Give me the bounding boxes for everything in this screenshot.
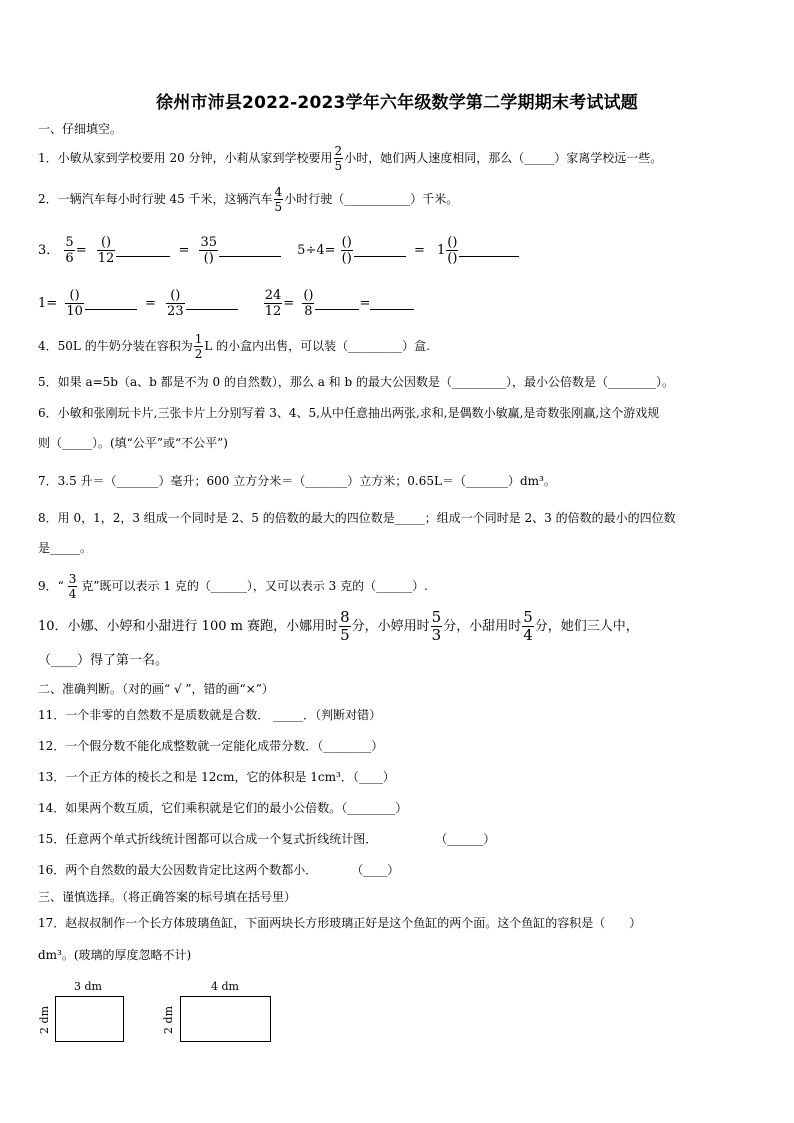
question-10-line-2: （____）得了第一名。 [38,653,169,668]
fraction: $\frac{1}{2}$ [194,332,203,361]
section-1-heading: 一、仔细填空。 [38,122,123,136]
question-9: 9．“ $\frac{3}{4}$ 克”既可以表示 1 克的（______），又可以表示 3 克的（______）. [38,572,428,601]
question-17-line-2: dm³。(玻璃的厚度忽略不计) [38,948,192,962]
question-8-line-1: 8．用 0，1，2，3 组成一个同时是 2、5 的倍数的最大的四位数是_____；组成一个同时是 2、3 的倍数的最小的四位数 [38,511,676,525]
answer-blank[interactable] [370,297,414,310]
page-title: 徐州市沛县2022-2023学年六年级数学第二学期期末考试试题 [156,93,638,113]
question-6-line-2: 则（_____）。(填“公平”或“不公平”) [38,436,228,450]
fraction: $\frac{5}{3}$ [431,608,442,644]
question-8-line-2: 是_____。 [38,541,93,555]
answer-blank[interactable] [219,244,281,257]
question-1: 1．小敏从家到学校要用 20 分钟，小莉从家到学校要用 $\frac{2}{5}$ 小时，她们两人速度相同，那么（_____）家离学校远一些。 [38,144,663,173]
answer-blank[interactable] [315,297,359,310]
question-6-line-1: 6．小敏和张刚玩卡片,三张卡片上分别写着 3、4、5,从中任意抽出两张,求和,是偶数小敏赢,是奇数张刚赢,这个游戏规 [38,406,660,420]
glass-1-width-label: 3 dm [74,980,102,993]
question-17-line-1: 17．赵叔叔制作一个长方体玻璃鱼缸，下面两块长方形玻璃正好是这个鱼缸的两个面。这个鱼缸的容积是（ ） [38,916,642,930]
fraction: $\frac{3}{4}$ [68,572,77,601]
fraction: $\frac{5}{6}$ [65,235,74,266]
question-4: 4．50L 的牛奶分装在容积为 $\frac{1}{2}$ L 的小盒内出售，可以装（_________）盒. [38,332,430,361]
section-3-heading: 三、谨慎选择。（将正确答案的标号填在括号里） [38,890,297,904]
question-2: 2．一辆汽车每小时行驶 45 千米，这辆汽车 $\frac{4}{5}$ 小时行驶（___________）千米。 [38,185,459,214]
fraction: $\frac{4}{5}$ [274,185,283,214]
fraction: $\frac{5}{4}$ [523,608,533,644]
question-5: 5．如果 a=5b（a、b 都是不为 0 的自然数），那么 a 和 b 的最大公因数是（_________），最小公倍数是（________）。 [38,375,674,389]
fraction: $\frac{24}{12}$ [264,288,282,319]
fraction: $\frac{8}{5}$ [340,608,350,644]
glass-2-width-label: 4 dm [211,980,239,993]
question-10-line-1: 10．小娜、小婷和小甜进行 100 m 赛跑，小娜用时 $\frac{8}{5}$ 分，小婷用时 $\frac{5}{3}$ 分，小甜用时 $\frac{5}{4}$ 分，她们三人中， [38,608,639,644]
answer-blank[interactable] [459,244,519,257]
fraction: $\frac{()}{()}$ [341,235,352,266]
question-3-row-1: 3． $\frac{5}{6}$ = $\frac{()}{12}$ = $\frac{35}{()}$ 5÷4= $\frac{()}{()}$ = 1 $\frac{()}{()}$ [38,233,766,269]
question-14: 14．如果两个数互质，它们乘积就是它们的最小公倍数。（________） [38,801,408,815]
fraction: $\frac{2}{5}$ [334,144,343,173]
fraction: $\frac{()}{12}$ [97,235,115,266]
answer-blank[interactable] [354,244,406,257]
answer-blank[interactable] [186,297,238,310]
answer-blank[interactable] [116,244,170,257]
question-11: 11．一个非零的自然数不是质数就是合数． _____．（判断对错） [38,708,382,722]
question-12: 12．一个假分数不能化成整数就一定能化成带分数．（________） [38,739,384,753]
answer-blank[interactable] [85,297,137,310]
question-13: 13．一个正方体的棱长之和是 12cm，它的体积是 1cm³．（____） [38,770,395,784]
glass-1-height-label: 2 dm [38,1006,51,1034]
glass-panel-1 [55,996,124,1042]
glass-2-height-label: 2 dm [162,1006,175,1034]
question-16: 16．两个自然数的最大公因数肯定比这两个数都小． （____） [38,863,400,877]
fraction: $\frac{()}{23}$ [167,288,184,319]
question-15: 15．任意两个单式折线统计图都可以合成一个复式折线统计图． （______） [38,832,496,846]
fraction: $\frac{()}{10}$ [66,288,83,319]
fraction: $\frac{35}{()}$ [200,235,218,266]
section-2-heading: 二、准确判断。（对的画“ √ ”，错的画“×”） [38,682,274,696]
question-3-row-2: 1= $\frac{()}{10}$ = $\frac{()}{23}$ $\frac{24}{12}$ = $\frac{()}{8}$ = [38,286,766,322]
fraction: $\frac{()}{8}$ [303,288,314,319]
glass-panel-2 [180,996,271,1042]
question-7: 7．3.5 升＝（_______）毫升；600 立方分米＝（_______）立方米；0.65L＝（_______）dm³。 [38,474,556,488]
fraction: $\frac{()}{()}$ [447,235,458,266]
